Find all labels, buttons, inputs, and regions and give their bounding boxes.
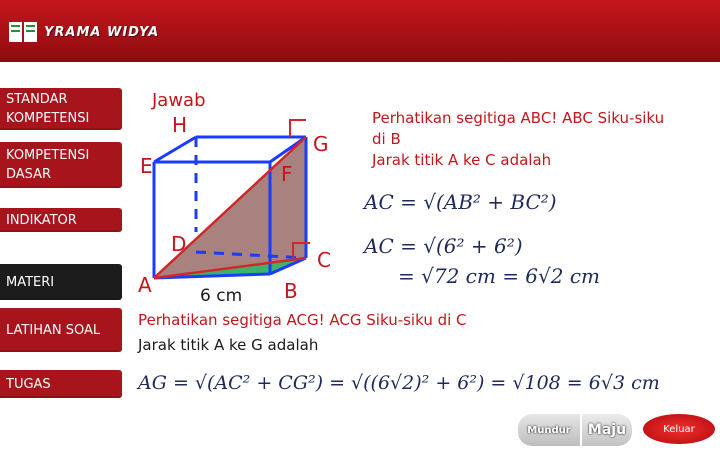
logo	[8, 18, 159, 46]
next-button[interactable]	[582, 414, 632, 446]
text-triangle-abc-line3: Jarak titik A ke C adalah	[372, 151, 552, 169]
next-button-label: Maju	[587, 422, 627, 438]
back-button-label: Mundur	[527, 424, 571, 436]
formula-ac-substituted: AC = √(6² + 6²)	[364, 234, 523, 258]
sidebar-item-standar-kompetensi[interactable]	[0, 88, 122, 130]
point-h-label: H	[172, 113, 188, 137]
jawab-heading: Jawab	[152, 90, 206, 111]
sidebar-item-tugas[interactable]	[0, 370, 122, 398]
edge-length-label: 6 cm	[200, 286, 243, 306]
back-button[interactable]	[518, 414, 580, 446]
sidebar-item-materi[interactable]	[0, 264, 122, 300]
content-area	[130, 62, 720, 450]
point-a-label: A	[138, 273, 152, 297]
sidebar-item-label: STANDAR KOMPETENSI	[6, 92, 90, 126]
point-g-label: G	[313, 132, 329, 156]
point-c-label: C	[317, 248, 331, 272]
sidebar-item-label: INDIKATOR	[6, 212, 77, 228]
right-angle-mark-g	[290, 120, 306, 137]
text-triangle-acg-line1: Perhatikan segitiga ACG! ACG Siku-siku di C	[138, 311, 467, 329]
point-f-label: F	[281, 162, 293, 186]
sidebar-item-label: KOMPETENSI DASAR	[6, 148, 90, 182]
sidebar-item-label: TUGAS	[6, 376, 51, 392]
edge-eh	[154, 137, 196, 162]
sidebar-item-kompetensi-dasar[interactable]	[0, 142, 122, 188]
sidebar-item-label: LATIHAN SOAL	[6, 322, 101, 338]
text-triangle-acg-line2: Jarak titik A ke G adalah	[138, 336, 319, 354]
sidebar-item-indikator[interactable]	[0, 208, 122, 232]
sidebar	[0, 62, 130, 450]
logo-text: YRAMA WIDYA	[44, 24, 160, 40]
point-e-label: E	[140, 154, 153, 178]
header-bar	[0, 0, 720, 62]
text-triangle-abc-line1: Perhatikan segitiga ABC! ABC Siku-siku	[372, 109, 665, 127]
point-b-label: B	[284, 279, 298, 303]
formula-ac-result: = √72 cm = 6√2 cm	[398, 264, 601, 288]
point-d-label: D	[171, 232, 187, 256]
book-icon	[8, 19, 38, 45]
sidebar-item-label: MATERI	[6, 274, 55, 290]
formula-ag: AG = √(AC² + CG²) = √((6√2)² + 6²) = √108 = 6√3 cm	[138, 372, 660, 394]
exit-button-label: Keluar	[663, 423, 695, 435]
exit-button[interactable]	[643, 414, 715, 444]
formula-ac-general: AC = √(AB² + BC²)	[364, 190, 557, 214]
sidebar-item-latihan-soal[interactable]	[0, 308, 122, 352]
text-triangle-abc-line2: di B	[372, 130, 401, 148]
